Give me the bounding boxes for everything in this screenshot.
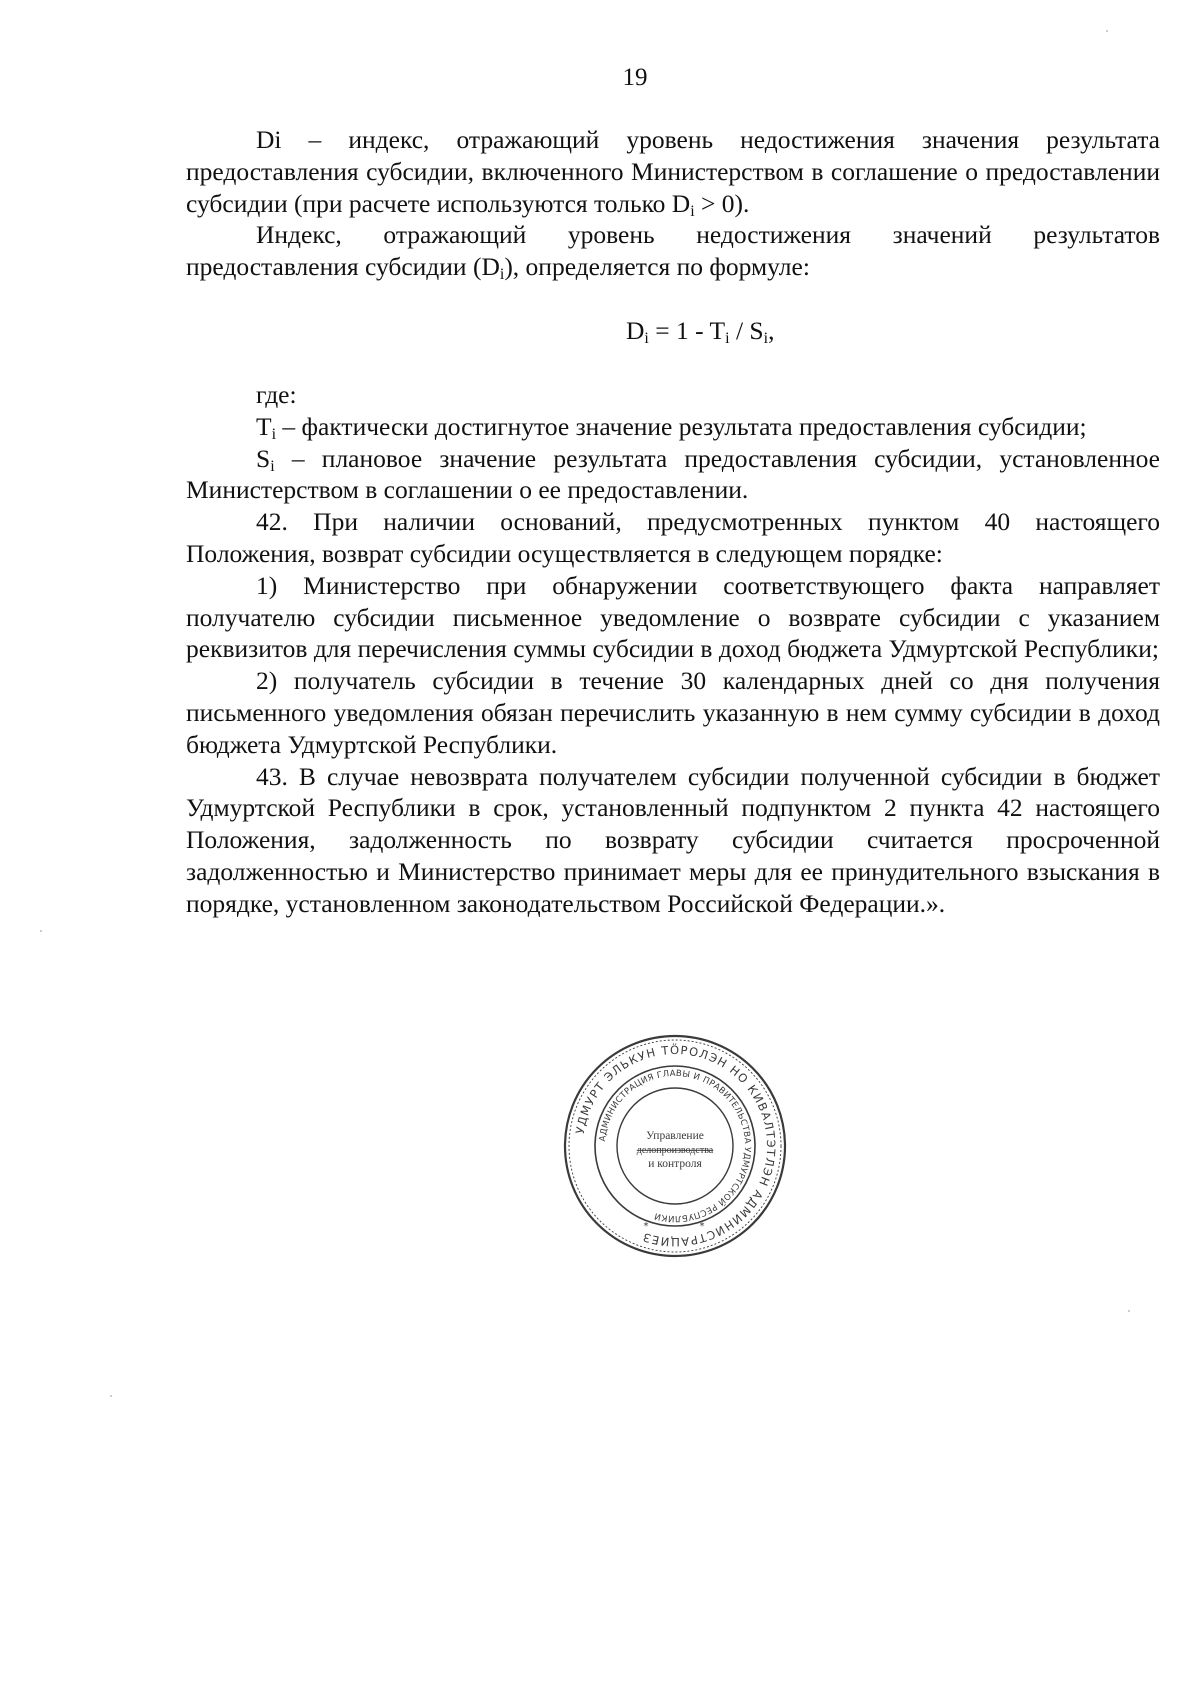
paragraph-ti-definition: $T_i$ – фактически достигнутое значение результата предоставления субсидии; <box>256 411 1087 443</box>
paragraph-where: где: <box>256 379 297 409</box>
paragraph-si-definition: $S_i$ – плановое значение результата предоставления субсидии, установленное Министерством в соглашении о ее предоставлении. <box>186 443 1160 505</box>
paragraph-di-definition: Di – индекс, отражающий уровень недостижения значения результата предоставления субсидии, включенного Министерством в соглашение о предоставлении субсидии (при расчете используются только $D_i > 0$). <box>186 125 1160 220</box>
seal-star-left: * <box>643 1221 649 1232</box>
scan-speck <box>110 1395 112 1397</box>
paragraph-42: 42. При наличии оснований, предусмотренных пунктом 40 настоящего Положения, возврат субсидии осуществляется в следующем порядке: <box>186 507 1160 568</box>
formula-di: $D_i = 1 - T_i / S_i$, <box>626 315 775 347</box>
seal-star-right: * <box>699 1221 705 1232</box>
scan-speck <box>1128 1310 1130 1312</box>
paragraph-index-intro: Индекс, отражающий уровень недостижения значений результатов предоставления субсидии $(D_i)$, определяется по формуле: <box>186 220 1160 284</box>
seal-center-line-1: Управление <box>646 1130 704 1142</box>
scan-speck <box>40 930 42 932</box>
seal-center-line-2: делопроизводства <box>636 1145 714 1156</box>
seal-inner-text: АДМИНИСТРАЦИЯ ГЛАВЫ И ПРАВИТЕЛЬСТВА УДМУРТСКОЙ РЕСПУБЛИКИ <box>598 1068 753 1224</box>
paragraph-42-item-2: 2) получатель субсидии в течение 30 календарных дней со дня получения письменного уведомления обязан перечислить указанную в нем сумму субсидии в доход бюджета Удмуртской Республики. <box>186 666 1160 759</box>
seal-outer-text: УДМУРТ ЭЛЬКУН ТӦРОЛЭН НО КИВАЛТЭТЛЭН АДМИНИСТРАЦИЕЗ <box>572 1042 779 1250</box>
official-seal-stamp <box>562 1033 788 1259</box>
document-body <box>186 124 1160 920</box>
page-number: 19 <box>622 64 648 91</box>
seal-center-line-3: и контроля <box>648 1158 702 1170</box>
scan-speck <box>1106 30 1108 32</box>
paragraph-43: 43. В случае невозврата получателем субсидии полученной субсидии в бюджет Удмуртской Республики в срок, установленный подпунктом 2 пункта 42 настоящего Положения, задолженность по возврату субсидии считается просроченной задолженностью и Министерство принимает меры для ее принудительного взыскания в порядке, установленном законодательством Российской Федерации.». <box>186 761 1160 918</box>
paragraph-42-item-1: 1) Министерство при обнаружении соответствующего факта направляет получателю субсидии письменное уведомление о возврате субсидии с указанием реквизитов для перечисления суммы субсидии в доход бюджета Удмуртской Республики; <box>186 570 1160 664</box>
